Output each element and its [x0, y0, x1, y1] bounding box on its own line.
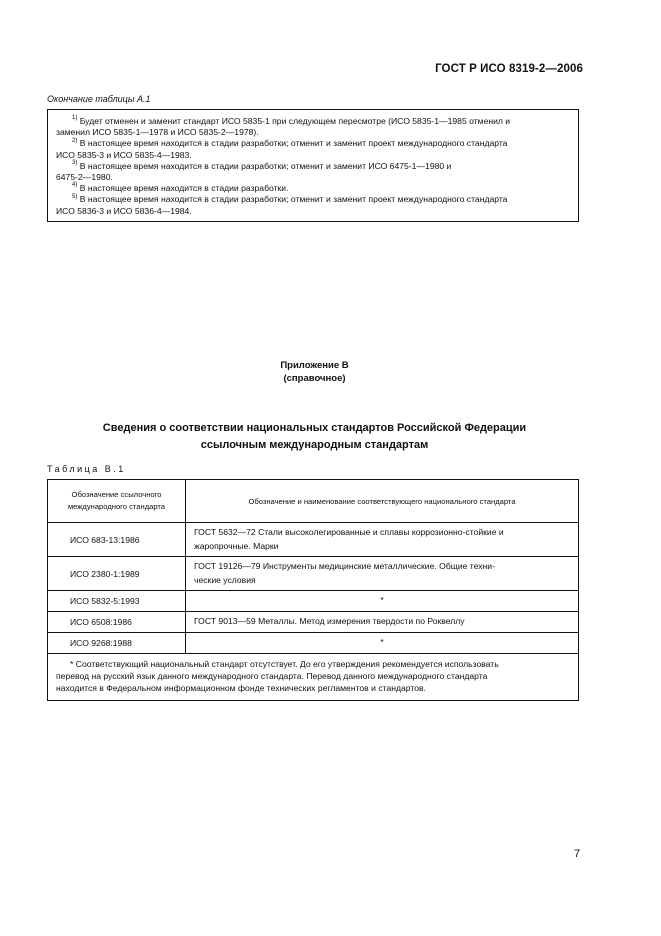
table-row: [48, 591, 579, 612]
table-b1-caption: Таблица В.1: [47, 464, 126, 474]
footnote-3-mark: 3): [72, 159, 78, 166]
national-standard-cell: ГОСТ 19126—79 Инструменты медицинские металлические. Общие техни- ческие условия: [186, 557, 579, 591]
table-row: [48, 557, 579, 591]
table-footnote-row: [48, 654, 579, 701]
ref-standard-cell: ИСО 9268:1988: [48, 633, 186, 654]
footnote-5-line-2: ИСО 5836-3 и ИСО 5836-4—1984.: [56, 205, 192, 216]
footnote-4-mark: 4): [72, 182, 78, 189]
national-standard-cell: ГОСТ 5632—72 Стали высоколегированные и сплавы коррозионно-стойкие и жаропрочные. Марки: [186, 523, 579, 557]
page-number: 7: [574, 848, 581, 860]
col2-header: Обозначение и наименование соответствующего национального стандарта: [186, 480, 579, 523]
table-header-row: [48, 480, 579, 523]
footnote-3-line-2: 6475-2—1980.: [56, 172, 113, 183]
footnote-1-mark: 1): [72, 115, 78, 122]
footnote-2-line-1: $^{2)}$ В настоящее время находится в стадии разработки; отменит и заменит проект международного стандарта: [72, 137, 508, 149]
national-standard-cell: *: [186, 591, 579, 612]
ref-standard-cell: ИСО 6508:1986: [48, 612, 186, 633]
annex-subtitle: (справочное): [283, 373, 346, 384]
footnote-5-mark: 5): [72, 193, 78, 200]
table-row: [48, 633, 579, 654]
footnote-2-line-2: ИСО 5835-3 и ИСО 5835-4—1983.: [56, 149, 192, 160]
footnote-5-line-1: $^{5)}$ В настоящее время находится в стадии разработки; отменит и заменит проект международного стандарта: [72, 193, 508, 205]
section-title-line-2: ссылочным международным стандартам: [200, 439, 429, 451]
table-a1-footnotes: [47, 109, 579, 222]
footnote-3-line-1: $^{3)}$ В настоящее время находится в стадии разработки; отменит и заменит ИСО 6475-1—1980 и: [72, 159, 452, 171]
ref-standard-cell: ИСО 5832-5:1993: [48, 591, 186, 612]
document-code: ГОСТ Р ИСО 8319-2—2006: [435, 63, 583, 75]
section-title-line-1: Сведения о соответствии национальных стандартов Российской Федерации: [102, 422, 527, 434]
ref-standard-cell: ИСО 2380-1:1989: [48, 557, 186, 591]
footnote-1-line-2: заменил ИСО 5835-1—1978 и ИСО 5835-2—1978).: [56, 127, 259, 138]
annex-title: Приложение В: [280, 360, 349, 371]
annex-heading: [0, 359, 629, 385]
footnote-4-line-1: $^{4)}$ В настоящее время находится в стадии разработки.: [72, 182, 289, 194]
table-row: [48, 523, 579, 557]
footnote-1-line-1: $^{1)}$ Будет отменен и заменит стандарт ИСО 5835-1 при следующем пересмотре (ИСО 5835-1—1985 отменил и: [72, 115, 511, 126]
national-standard-cell: ГОСТ 9013—59 Металлы. Метод измерения твердости по Роквеллу: [186, 612, 579, 633]
footnote-2-mark: 2): [72, 137, 78, 144]
national-standard-cell: *: [186, 633, 579, 654]
section-title: [0, 420, 629, 454]
table-b1: [47, 479, 579, 701]
table-a1-continuation-caption: Окончание таблицы А.1: [47, 94, 151, 104]
col1-header: Обозначение ссылочного международного стандарта: [48, 480, 186, 523]
ref-standard-cell: ИСО 683-13:1986: [48, 523, 186, 557]
table-row: [48, 612, 579, 633]
table-footnote: * Соответствующий национальный стандарт отсутствует. До его утверждения рекомендуется использовать перевод на русский язык данного международного стандарта. Перевод данного международного стандарта находится в Федеральном информационном фонде технических регламентов и стандартов.: [48, 654, 579, 701]
